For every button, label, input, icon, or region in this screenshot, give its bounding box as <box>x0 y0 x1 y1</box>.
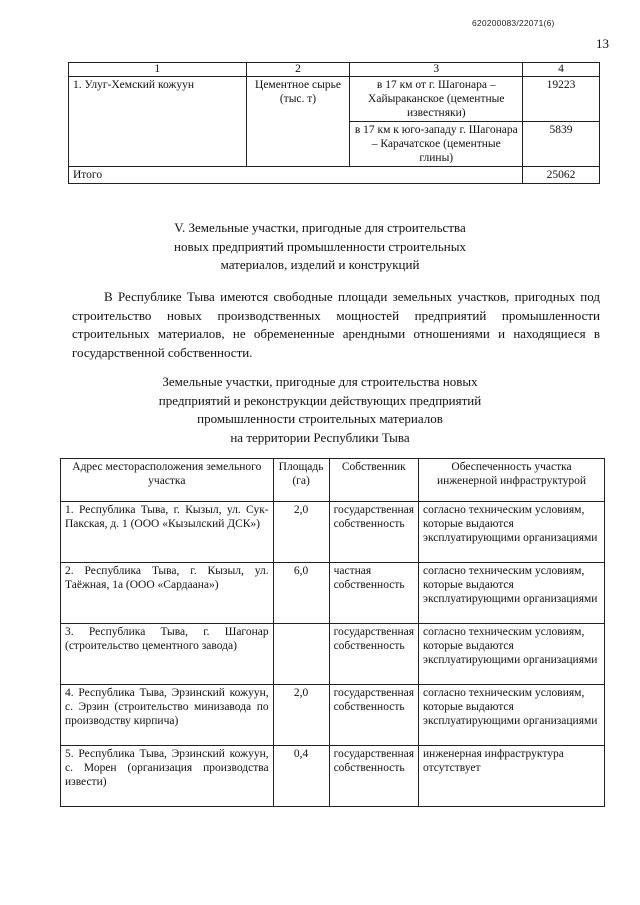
column-header: Обеспеченность участка инженерной инфраструктурой <box>419 459 605 502</box>
address-cell: 3. Республика Тыва, г. Шагонар (строительство цементного завода) <box>61 624 274 685</box>
section-heading-line: V. Земельные участки, пригодные для строительства <box>174 220 466 235</box>
table-heading-line: предприятий и реконструкции действующих предприятий <box>158 392 482 408</box>
page-number: 13 <box>596 36 609 51</box>
area-cell <box>273 624 329 685</box>
area-cell: 6,0 <box>273 563 329 624</box>
infra-cell: согласно техническим условиям, которые выдаются эксплуатирующими организациями <box>419 502 605 563</box>
section-heading <box>0 219 640 275</box>
document-id: 620200083/22071(6) <box>472 18 555 28</box>
column-number: 4 <box>523 63 600 77</box>
location-cell: в 17 км к юго-западу г. Шагонара – Карачатское (цементные глины) <box>350 122 523 167</box>
resource-table <box>68 62 600 184</box>
address-cell: 2. Республика Тыва, г. Кызыл, ул. Таёжная, 1а (ООО «Сардаана») <box>61 563 274 624</box>
address-cell: 1. Республика Тыва, г. Кызыл, ул. Сук-Пакская, д. 1 (ООО «Кызылский ДСК») <box>61 502 274 563</box>
column-header: Собственник <box>329 459 418 502</box>
value-cell: 19223 <box>523 77 600 122</box>
owner-cell: государственная собственность <box>329 746 418 807</box>
table-row <box>61 746 605 807</box>
table-heading-line: на территории Республики Тыва <box>230 429 410 445</box>
area-cell: 2,0 <box>273 685 329 746</box>
owner-cell: государственная собственность <box>329 624 418 685</box>
column-header: Адрес месторасположения земельного участка <box>61 459 274 502</box>
header-row <box>61 459 605 502</box>
region-cell: 1. Улуг-Хемский кожуун <box>69 77 247 167</box>
table-heading-line: Земельные участки, пригодные для строительства новых <box>162 374 478 389</box>
table-row <box>69 77 600 122</box>
owner-cell: государственная собственность <box>329 685 418 746</box>
owner-cell: частная собственность <box>329 563 418 624</box>
resource-cell: Цементное сырье (тыс. т) <box>246 77 350 167</box>
infra-cell: согласно техническим условиям, которые выдаются эксплуатирующими организациями <box>419 563 605 624</box>
infra-cell: согласно техническим условиям, которые выдаются эксплуатирующими организациями <box>419 624 605 685</box>
column-number-row <box>69 63 600 77</box>
table-heading-line: промышленности строительных материалов <box>197 411 443 426</box>
column-header: Площадь (га) <box>273 459 329 502</box>
table-row <box>61 502 605 563</box>
value-cell: 5839 <box>523 122 600 167</box>
table-row <box>61 563 605 624</box>
infra-cell: инженерная инфраструктура отсутствует <box>419 746 605 807</box>
section-heading-line: материалов, изделий и конструкций <box>220 257 420 272</box>
column-number: 2 <box>246 63 350 77</box>
infra-cell: согласно техническим условиям, которые выдаются эксплуатирующими организациями <box>419 685 605 746</box>
address-cell: 4. Республика Тыва, Эрзинский кожуун, с. Эрзин (строительство минизавода по производству кирпича) <box>61 685 274 746</box>
column-number: 3 <box>350 63 523 77</box>
table-row <box>61 685 605 746</box>
table-heading <box>0 373 640 447</box>
area-cell: 0,4 <box>273 746 329 807</box>
owner-cell: государственная собственность <box>329 502 418 563</box>
address-cell: 5. Республика Тыва, Эрзинский кожуун, с. Морен (организация производства извести) <box>61 746 274 807</box>
land-plots-table <box>60 458 605 807</box>
column-number: 1 <box>69 63 247 77</box>
table-row <box>61 624 605 685</box>
total-label: Итого <box>69 167 523 184</box>
body-paragraph: В Республике Тыва имеются свободные площади земельных участков, пригодных под строительство новых производственных мощностей предприятий промышленности строительных материалов, не обремененные арендными отношениями и находящиеся в государственной собственности. <box>72 289 600 360</box>
total-row <box>69 167 600 184</box>
area-cell: 2,0 <box>273 502 329 563</box>
total-value: 25062 <box>523 167 600 184</box>
location-cell: в 17 км от г. Шагонара – Хайыраканское (цементные известняки) <box>350 77 523 122</box>
section-heading-line: новых предприятий промышленности строительных <box>174 238 466 254</box>
